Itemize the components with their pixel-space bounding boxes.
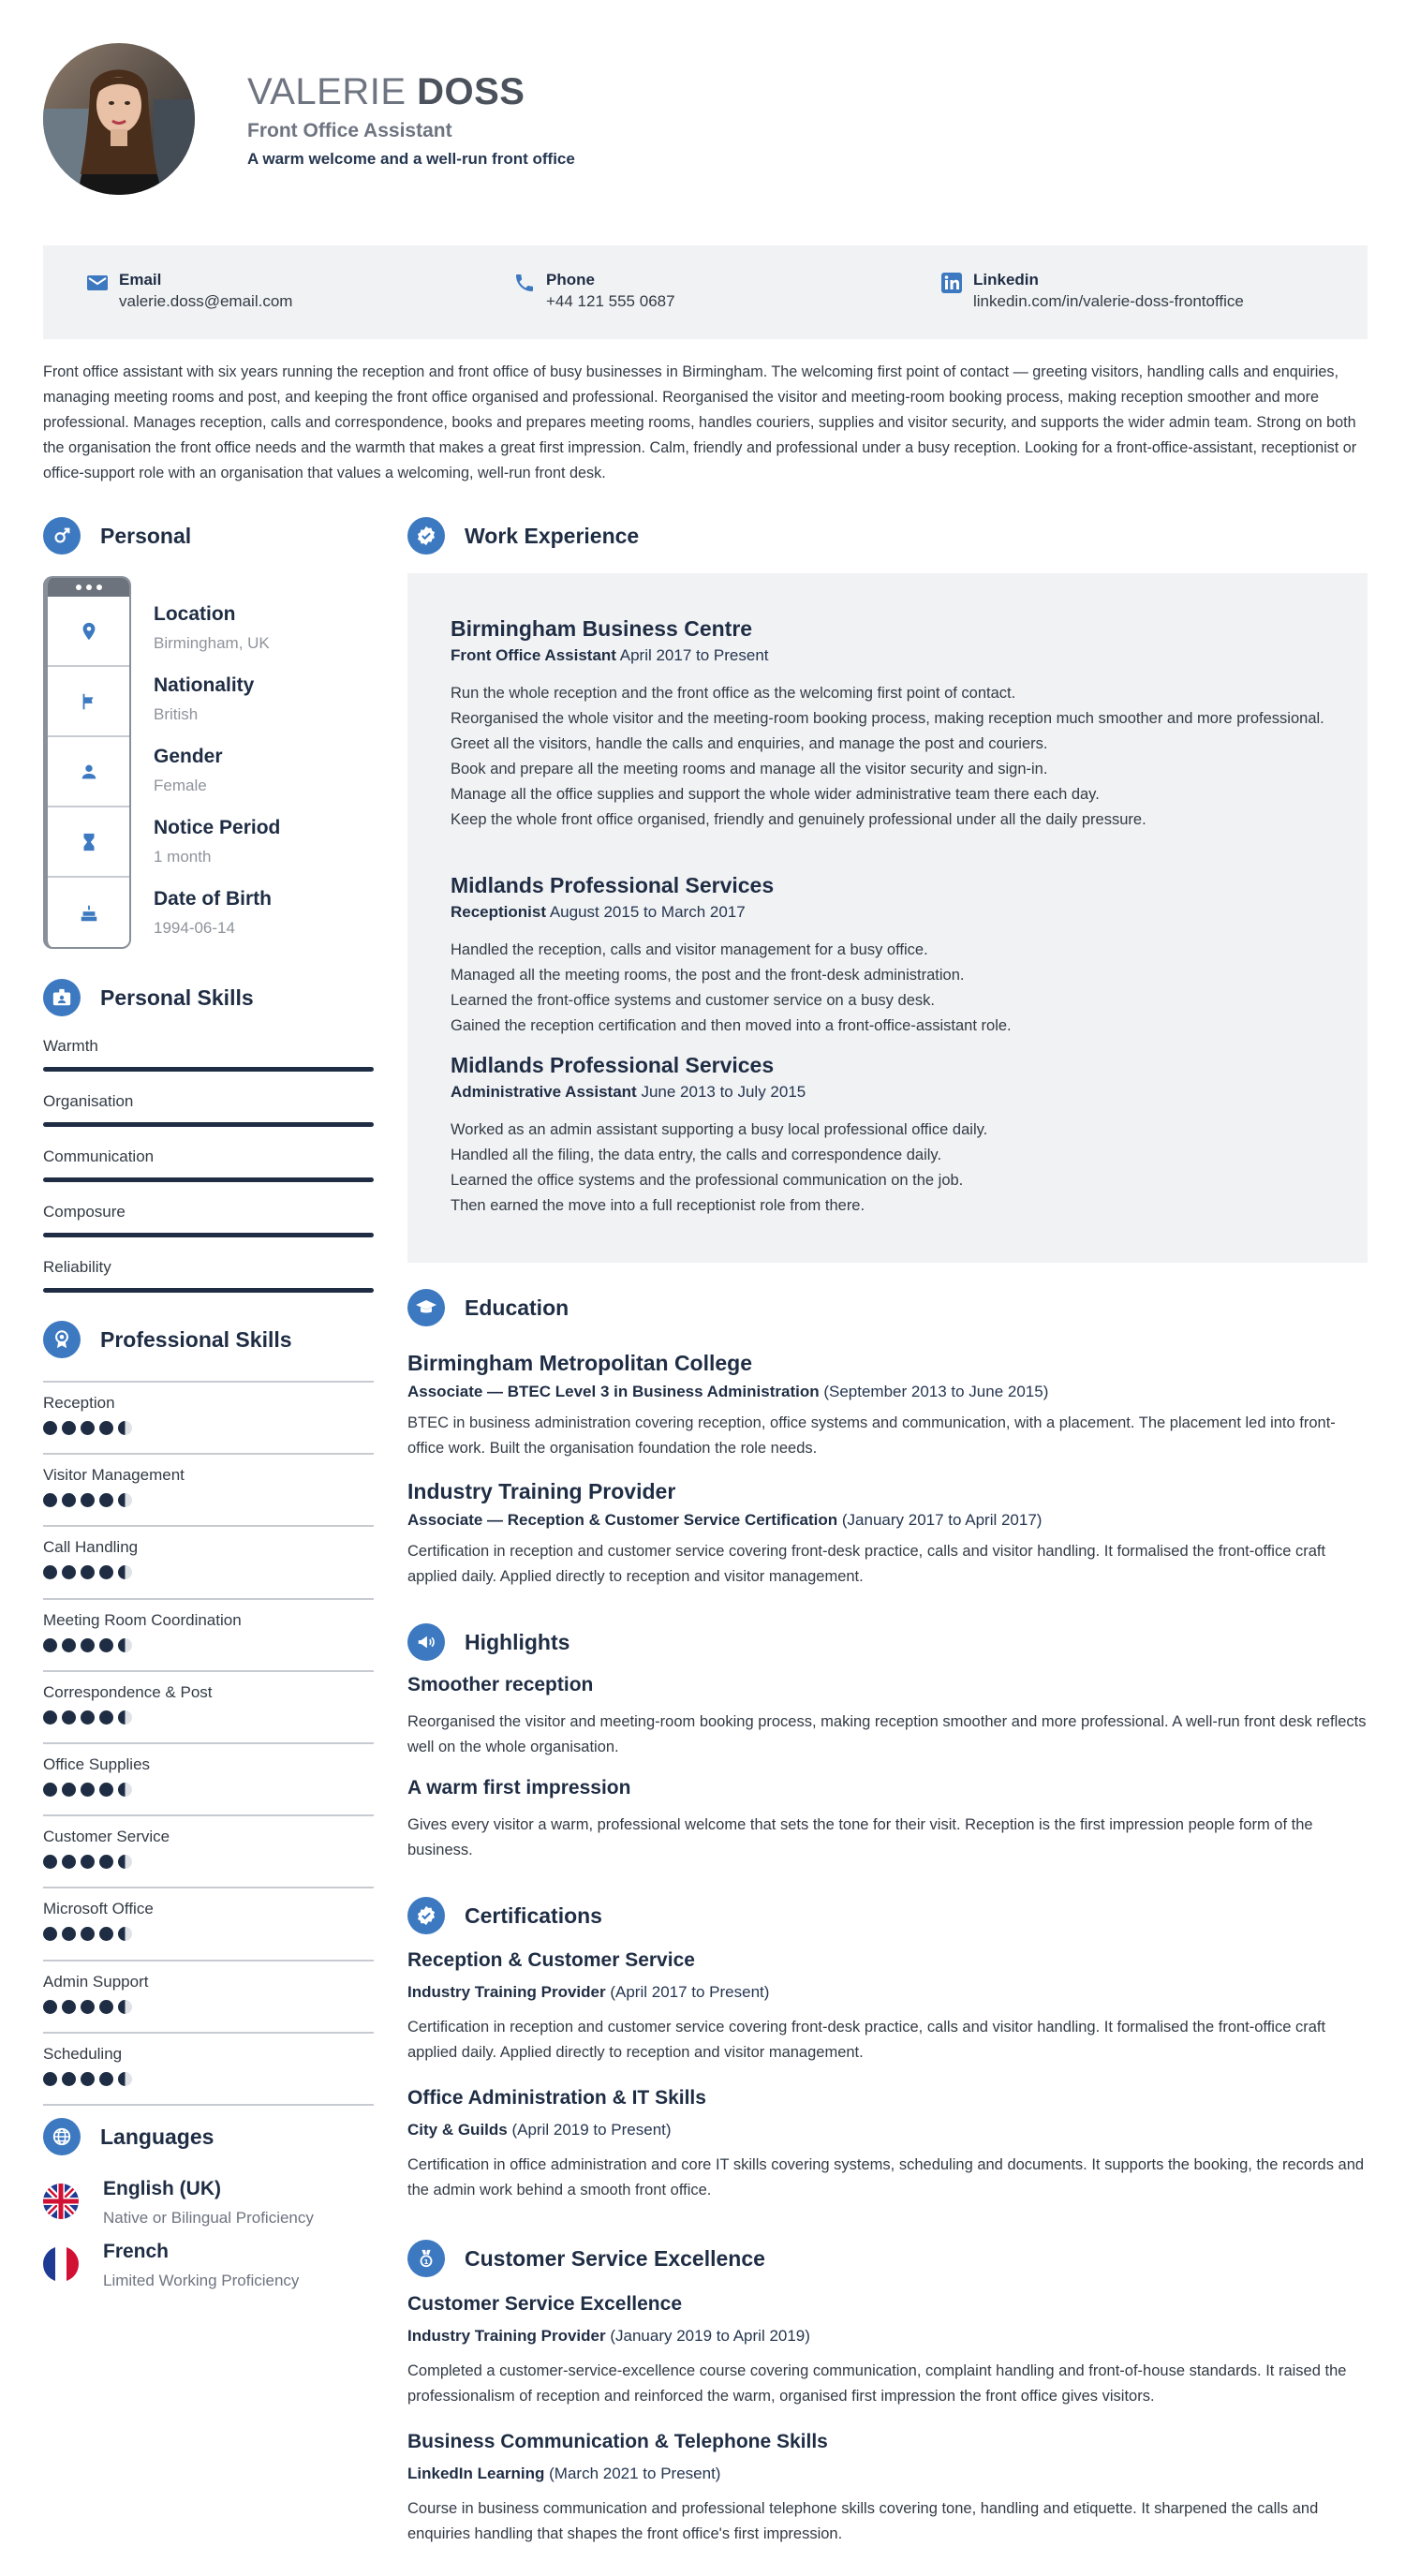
rating-dot [81, 1421, 95, 1435]
education-description: Certification in reception and customer service covering front-desk practice, calls and visitor handling. It formalised the front-office craft applied daily. Applied directly to reception and visitor management. [407, 1543, 1326, 1585]
rating-dot [99, 1710, 113, 1725]
professional-skill-label: Call Handling [43, 1538, 139, 1557]
contact-email [43, 245, 470, 339]
rating-dot [81, 2000, 95, 2014]
education-section-header [407, 1289, 569, 1326]
personal-skills-section-header [43, 979, 254, 1016]
degree-line [407, 1381, 1368, 1403]
contact-label: Linkedin [973, 271, 1039, 289]
globe-icon [43, 2118, 81, 2155]
phone-value[interactable]: +44 121 555 0687 [546, 292, 675, 310]
degree-line [407, 1509, 1368, 1532]
course-description: Course in business communication and professional telephone skills covering tone, handling and etiquette. It sharpened the calls and enquiries handling that shapes the front office's first impression. [407, 2500, 1319, 2542]
rating-dot [43, 2072, 57, 2086]
personal-skill-label: Organisation [43, 1092, 134, 1110]
last-name: DOSS [417, 71, 525, 112]
contact-phone [470, 245, 897, 339]
email-icon [86, 272, 109, 294]
skill-bar [43, 1067, 374, 1072]
job-line: Book and prepare all the meeting rooms and manage all the visitor security and sign-in. [451, 761, 1048, 777]
section-title: Languages [100, 2124, 214, 2149]
rating-dot [118, 1565, 132, 1579]
school-name: Industry Training Provider [407, 1479, 676, 1503]
rating-dot [118, 1638, 132, 1652]
education-dates: (September 2013 to June 2015) [823, 1383, 1049, 1400]
rating-dot [43, 1565, 57, 1579]
highlight-description: Gives every visitor a warm, professional welcome that sets the tone for their visit. Reception is the first impression people form of the business. [407, 1816, 1313, 1858]
job-dates: August 2015 to March 2017 [549, 903, 746, 921]
rating-dot [118, 1783, 132, 1797]
strip-topbar [48, 578, 129, 597]
rating-dot [43, 1927, 57, 1941]
personal-value: 1 month [154, 848, 212, 866]
rating-dot [62, 2072, 76, 2086]
badge-check-icon [407, 517, 445, 555]
person-icon [48, 737, 129, 807]
job-line: Handled all the filing, the data entry, the calls and correspondence daily. [451, 1147, 942, 1163]
rating-dot [118, 1421, 132, 1435]
job-description [451, 1118, 1340, 1219]
personal-label: Location [154, 603, 236, 625]
rating-dot [43, 1710, 57, 1725]
section-title: Customer Service Excellence [465, 2245, 765, 2271]
professional-skill-item [43, 1887, 374, 1941]
professional-skill-item [43, 1814, 374, 1869]
rating-dot [81, 1855, 95, 1869]
professional-skill-item [43, 1525, 374, 1579]
first-name: VALERIE [247, 71, 407, 112]
rating-dot [118, 1710, 132, 1725]
skill-bar [43, 1122, 374, 1127]
certificate-badge-icon [407, 1897, 445, 1934]
personal-skill-label: Communication [43, 1147, 155, 1165]
rating-dot [43, 1783, 57, 1797]
highlight-entry [407, 1775, 1368, 1863]
issuer-line [407, 2119, 1368, 2141]
rating-dot [62, 1638, 76, 1652]
job-line: Gained the reception certification and then moved into a front-office-assistant role. [451, 1017, 1012, 1034]
course-dates: (March 2021 to Present) [549, 2465, 721, 2482]
job-company: Birmingham Business Centre [451, 616, 753, 641]
section-title: Education [465, 1295, 569, 1320]
personal-value: 1994-06-14 [154, 919, 235, 937]
professional-skill-item [43, 1960, 374, 2014]
degree: Associate — BTEC Level 3 in Business Administration [407, 1383, 820, 1400]
rating-dot [62, 1565, 76, 1579]
job-role-line [451, 1081, 1340, 1103]
flag-icon [48, 667, 129, 737]
rating-dot [118, 1927, 132, 1941]
contact-label: Email [119, 271, 162, 289]
professional-skill-label: Office Supplies [43, 1755, 151, 1773]
personal-skill-item [43, 1257, 374, 1293]
job-dates: June 2013 to July 2015 [641, 1083, 806, 1101]
professional-skill-item [43, 1598, 374, 1652]
job-line: Learned the office systems and the professional communication on the job. [451, 1172, 964, 1189]
highlights-section-header [407, 1623, 569, 1661]
education-entry [407, 1349, 1368, 1461]
education-description: BTEC in business administration covering reception, office systems and communication, with a placement. The placement led into front-office work. Built the organisation foundation the role needs. [407, 1414, 1336, 1457]
job-dates: April 2017 to Present [619, 646, 769, 664]
highlight-entry [407, 1672, 1368, 1760]
skill-bar [43, 1177, 374, 1182]
rating-dot [118, 2072, 132, 2086]
divider [43, 2104, 374, 2106]
candidate-name [247, 69, 575, 114]
personal-skill-item [43, 1036, 374, 1072]
phone-icon [513, 272, 536, 294]
language-name: French [103, 2241, 170, 2262]
resume-header [43, 43, 575, 195]
job-line: Learned the front-office systems and customer service on a busy desk. [451, 992, 935, 1009]
personal-section-header [43, 517, 191, 555]
section-title: Personal Skills [100, 985, 254, 1010]
rating-dot [81, 1783, 95, 1797]
job-role-line [451, 644, 1340, 667]
course-title: Customer Service Excellence [407, 2293, 682, 2315]
header-text [247, 69, 575, 169]
skill-rating [43, 1565, 374, 1579]
job-line: Keep the whole front office organised, friendly and genuinely professional under all the daily pressure. [451, 811, 1146, 828]
personal-label: Date of Birth [154, 888, 272, 910]
personal-skill-label: Reliability [43, 1258, 111, 1276]
skill-rating [43, 1783, 374, 1797]
france-flag-icon [43, 2246, 79, 2282]
work-experience-panel [407, 573, 1368, 1263]
course-title: Business Communication & Telephone Skills [407, 2431, 828, 2452]
issuer: City & Guilds [407, 2121, 508, 2139]
school-name: Birmingham Metropolitan College [407, 1351, 753, 1375]
professional-skill-label: Microsoft Office [43, 1900, 154, 1918]
uk-flag-icon [43, 2184, 79, 2219]
section-title: Professional Skills [100, 1326, 292, 1352]
linkedin-value[interactable]: linkedin.com/in/valerie-doss-frontoffice [973, 292, 1244, 310]
professional-skill-item [43, 1670, 374, 1725]
profile-summary: Front office assistant with six years running the reception and front office of busy businesses in Birmingham. The welcoming first point of contact — greeting visitors, handling calls and enquiries, managing meeting rooms and post, and keeping the front office organised and professional. Reorganised the visitor and meeting-room booking process, making reception smoother and more professional. Manages reception, calls and correspondence, books and prepares meeting rooms, handles couriers, supplies and visitor security, and supports the wider admin team. Strong on both the organisation the front office needs and the warmth that makes a great first impression. Calm, friendly and professional under a busy reception. Looking for a front-office-assistant, receptionist or office-support role with an organisation that values a welcoming, well-run front desk. [43, 363, 1357, 481]
personal-skill-label: Composure [43, 1203, 126, 1221]
personal-label: Nationality [154, 674, 255, 696]
personal-icon-strip [43, 576, 131, 949]
job-description [451, 938, 1340, 1039]
work-experience-section-header [407, 517, 639, 555]
personal-skill-label: Warmth [43, 1037, 98, 1055]
job-entry [451, 871, 1340, 1039]
rating-dot [81, 1638, 95, 1652]
highlight-description: Reorganised the visitor and meeting-room booking process, making reception smoother and more professional. A well-run front desk reflects well on the whole organisation. [407, 1713, 1367, 1755]
rating-dot [62, 1783, 76, 1797]
contact-linkedin [897, 245, 1324, 339]
skill-rating [43, 1927, 374, 1941]
issuer-line [407, 2463, 1368, 2485]
certifications-section-header [407, 1897, 602, 1934]
rating-dot [81, 1565, 95, 1579]
professional-skill-item [43, 1742, 374, 1797]
personal-value: British [154, 705, 199, 723]
personal-label: Gender [154, 746, 223, 767]
medal-icon [407, 2240, 445, 2277]
personal-label: Notice Period [154, 817, 281, 838]
skill-rating [43, 1638, 374, 1652]
graduation-cap-icon [407, 1289, 445, 1326]
svg-text:1: 1 [423, 2257, 429, 2266]
rating-dot [43, 1638, 57, 1652]
job-entry [451, 614, 1340, 833]
job-line: Reorganised the whole visitor and the meeting-room booking process, making reception much smoother and more professional. [451, 710, 1324, 727]
job-line: Greet all the visitors, handle the calls and enquiries, and manage the post and couriers. [451, 735, 1048, 752]
certification-entry [407, 1947, 1368, 2065]
professional-skill-label: Meeting Room Coordination [43, 1610, 242, 1629]
job-title: Front Office Assistant [247, 120, 452, 141]
rating-dot [99, 1421, 113, 1435]
rating-dot [99, 1565, 113, 1579]
job-description [451, 681, 1340, 833]
professional-skill-label: Reception [43, 1394, 115, 1412]
rating-dot [99, 2000, 113, 2014]
language-level: Native or Bilingual Proficiency [103, 2209, 314, 2227]
avatar [43, 43, 195, 195]
certification-entry [407, 2085, 1368, 2203]
certification-description: Certification in office administration and core IT skills covering systems, scheduling and documents. It supports the booking, the records and the admin work behind a smooth front office. [407, 2156, 1365, 2198]
job-line: Worked as an admin assistant supporting a busy local professional office daily. [451, 1121, 988, 1138]
rating-dot [118, 1493, 132, 1507]
skill-rating [43, 2072, 374, 2086]
degree: Associate — Reception & Customer Service Certification [407, 1511, 838, 1529]
education-entry [407, 1477, 1368, 1590]
customer-service-entry [407, 2291, 1368, 2409]
section-title: Work Experience [465, 523, 640, 548]
rating-dot [81, 1927, 95, 1941]
job-company: Midlands Professional Services [451, 873, 775, 897]
job-company: Midlands Professional Services [451, 1053, 775, 1077]
rating-dot [81, 1710, 95, 1725]
rating-dot [62, 2000, 76, 2014]
email-value[interactable]: valerie.doss@email.com [119, 292, 293, 310]
rating-dot [62, 1927, 76, 1941]
award-icon [43, 1321, 81, 1358]
issuer: Industry Training Provider [407, 1983, 606, 2001]
rating-dot [99, 1638, 113, 1652]
professional-skill-item [43, 1453, 374, 1507]
job-line: Handled the reception, calls and visitor management for a busy office. [451, 941, 928, 958]
id-badge-icon [43, 979, 81, 1016]
professional-skill-label: Correspondence & Post [43, 1682, 213, 1701]
gender-icon [43, 517, 81, 555]
section-title: Personal [100, 523, 192, 548]
rating-dot [99, 1493, 113, 1507]
issuer-line [407, 2325, 1368, 2347]
professional-skill-label: Visitor Management [43, 1466, 185, 1485]
professional-skill-label: Scheduling [43, 2044, 123, 2063]
certification-title: Reception & Customer Service [407, 1949, 695, 1971]
personal-value: Female [154, 777, 207, 794]
highlight-title: A warm first impression [407, 1777, 631, 1799]
personal-item-gender [154, 744, 223, 798]
rating-dot [99, 1927, 113, 1941]
issuer: LinkedIn Learning [407, 2465, 545, 2482]
rating-dot [118, 1855, 132, 1869]
contact-label: Phone [546, 271, 595, 289]
job-role: Front Office Assistant [451, 646, 616, 664]
section-title: Certifications [465, 1902, 602, 1928]
personal-item-notice-period [154, 815, 280, 869]
skill-rating [43, 1421, 374, 1435]
rating-dot [118, 2000, 132, 2014]
personal-skill-item [43, 1091, 374, 1127]
rating-dot [62, 1493, 76, 1507]
rating-dot [43, 1493, 57, 1507]
location-pin-icon [48, 597, 129, 667]
customer-service-section-header [407, 2240, 765, 2277]
contact-bar [43, 245, 1368, 339]
certification-description: Certification in reception and customer service covering front-desk practice, calls and visitor handling. It formalised the front-office craft applied daily. Applied directly to reception and visitor management. [407, 2019, 1326, 2061]
professional-skill-label: Admin Support [43, 1972, 149, 1991]
rating-dot [99, 1783, 113, 1797]
professional-skills-section-header [43, 1321, 292, 1358]
rating-dot [62, 1710, 76, 1725]
highlight-title: Smoother reception [407, 1674, 594, 1695]
personal-skill-item [43, 1202, 374, 1237]
personal-skill-item [43, 1147, 374, 1182]
rating-dot [43, 1855, 57, 1869]
job-role: Administrative Assistant [451, 1083, 637, 1101]
rating-dot [99, 2072, 113, 2086]
certification-dates: (April 2017 to Present) [610, 1983, 770, 2001]
skill-rating [43, 1855, 374, 1869]
professional-skill-label: Customer Service [43, 1828, 170, 1846]
language-level: Limited Working Proficiency [103, 2272, 300, 2289]
megaphone-icon [407, 1623, 445, 1661]
rating-dot [62, 1421, 76, 1435]
customer-service-entry [407, 2429, 1368, 2547]
rating-dot [43, 2000, 57, 2014]
skill-bar [43, 1288, 374, 1293]
personal-item-location [154, 601, 270, 656]
rating-dot [81, 2072, 95, 2086]
skill-bar [43, 1233, 374, 1237]
rating-dot [99, 1855, 113, 1869]
languages-section-header [43, 2118, 214, 2155]
professional-skill-item [43, 1381, 374, 1435]
linkedin-icon [940, 272, 963, 294]
job-line: Run the whole reception and the front office as the welcoming first point of contact. [451, 685, 1016, 702]
course-description: Completed a customer-service-excellence course covering communication, complaint handling and front-of-house standards. It raised the professionalism of reception and reinforced the warm, organised first impression the front office gives visitors. [407, 2362, 1347, 2405]
personal-value: Birmingham, UK [154, 634, 270, 652]
job-line: Manage all the office supplies and support the whole wider administrative team there each day. [451, 786, 1100, 803]
course-dates: (January 2019 to April 2019) [610, 2327, 810, 2345]
certification-title: Office Administration & IT Skills [407, 2087, 706, 2109]
rating-dot [62, 1855, 76, 1869]
job-role: Receptionist [451, 903, 547, 921]
job-line: Managed all the meeting rooms, the post and the front-desk administration. [451, 967, 965, 984]
education-dates: (January 2017 to April 2017) [841, 1511, 1043, 1529]
issuer-line [407, 1981, 1368, 2004]
rating-dot [43, 1421, 57, 1435]
job-role-line [451, 901, 1340, 924]
personal-item-date-of-birth [154, 886, 272, 940]
tagline: A warm welcome and a well-run front office [247, 150, 575, 168]
professional-skill-item [43, 2032, 374, 2086]
skill-rating [43, 1710, 374, 1725]
language-name: English (UK) [103, 2178, 221, 2199]
issuer: Industry Training Provider [407, 2327, 606, 2345]
skill-rating [43, 2000, 374, 2014]
section-title: Highlights [465, 1629, 570, 1654]
job-entry [451, 1051, 1340, 1219]
cake-icon [48, 878, 129, 948]
personal-item-nationality [154, 673, 254, 727]
hourglass-icon [48, 807, 129, 878]
skill-rating [43, 1493, 374, 1507]
job-line: Then earned the move into a full receptionist role from there. [451, 1197, 865, 1214]
rating-dot [81, 1493, 95, 1507]
certification-dates: (April 2019 to Present) [511, 2121, 672, 2139]
